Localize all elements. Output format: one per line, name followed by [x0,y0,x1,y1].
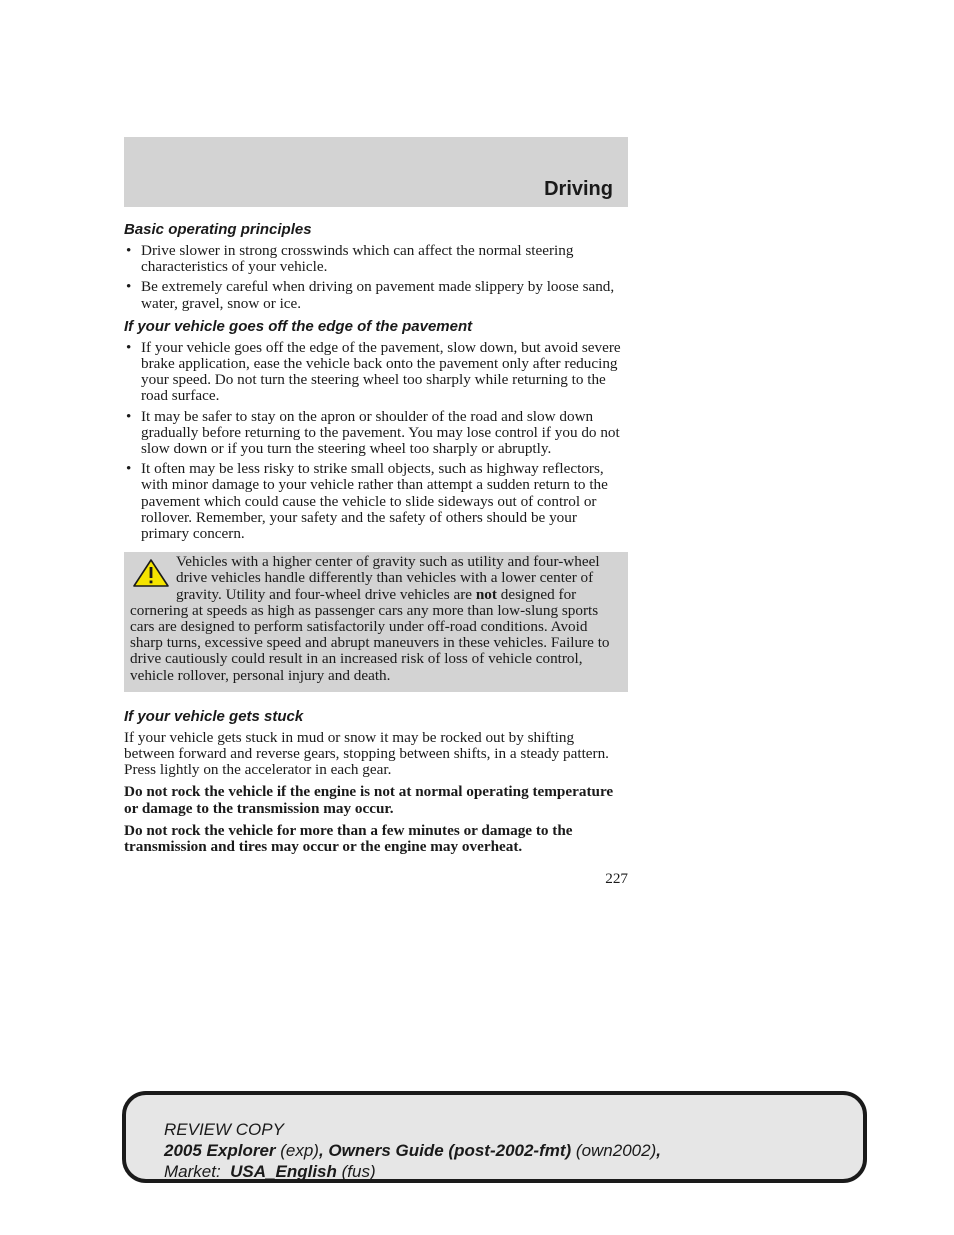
subheading-basic: Basic operating principles [124,221,312,238]
review-label: REVIEW COPY [164,1120,284,1139]
list-item: • Drive slower in strong crosswinds which can affect the normal steering characteristics of your vehicle. [126,242,574,276]
bullet-list-basic [124,243,628,312]
list-item: • It may be safer to stay on the apron or shoulder of the road and slow down gradually before returning to the pavement. You may lose control if you do not slow down or if you turn the steering wheel too sharply or abruptly. [126,407,620,458]
warning-box [124,552,628,692]
guide-name: , Owners Guide (post-2002-fmt) [318,1141,572,1160]
footer-line-2 [164,1140,661,1161]
footer-line-3 [164,1161,661,1182]
section-title: Driving [544,178,613,200]
stuck-paragraph: If your vehicle gets stuck in mud or snow it may be rocked out by shifting between forward and reverse gears, stopping between shifts, in a steady pattern. Press lightly on the accelerator in each gear. [124,728,609,779]
warning-text: Vehicles with a higher center of gravity such as utility and four-wheel drive vehicles handle differently than vehicles with a lower center of gravity. Utility and four-wheel drive vehicles are [176,553,600,603]
bullet-list-edge [124,340,628,542]
market-code: (fus) [336,1162,376,1181]
subheading-edge: If your vehicle goes off the edge of the pavement [124,317,473,335]
subheading-stuck: If your vehicle gets stuck [124,707,304,725]
comma: , [656,1141,661,1160]
list-item: • It often may be less risky to strike small objects, such as highway reflectors, with minor damage to your vehicle rather than attempt a sudden return to the pavement which could cause the vehicle to slide sideways out of control or rollover. Remember, your safety and the safety of others should be your primary concern. [126,460,608,543]
section-header-band [124,137,628,207]
page-number: 227 [605,870,628,888]
warning-text-rest: designed for cornering at speeds as high as passenger cars any more than low-slung sports cars are designed to perform satisfactorily under off-road conditions. Avoid sharp turns, excessive speed and abrupt maneuvers in these vehicles. Failure to drive cautiously could result in an increased risk of loss of vehicle control, vehicle rollover, personal injury and death. [130,585,610,684]
stuck-caution-1: Do not rock the vehicle if the engine is not at normal operating temperature or damage to the transmission may occur. [124,783,614,817]
market-name: USA_English [230,1162,337,1181]
model-code: (exp) [275,1141,319,1160]
footer-text [164,1119,661,1182]
list-item: • If your vehicle goes off the edge of the pavement, slow down, but avoid severe brake application, ease the vehicle back onto the pavement only after reducing your speed. Do not turn the steering wheel too sharply while returning to the road surface. [126,338,621,405]
market-label: Market: [164,1162,221,1181]
model-name: 2005 Explorer [164,1141,276,1160]
page-content [124,221,628,888]
warning-triangle-icon [132,558,170,588]
guide-code: (own2002) [571,1141,657,1160]
stuck-caution-2: Do not rock the vehicle for more than a few minutes or damage to the transmission and tires may occur or the engine may overheat. [124,821,573,856]
warning-emphasis: not [475,585,497,603]
list-item: • Be extremely careful when driving on pavement made slippery by loose sand, water, gravel, snow or ice. [126,278,615,312]
review-footer [122,1091,867,1183]
